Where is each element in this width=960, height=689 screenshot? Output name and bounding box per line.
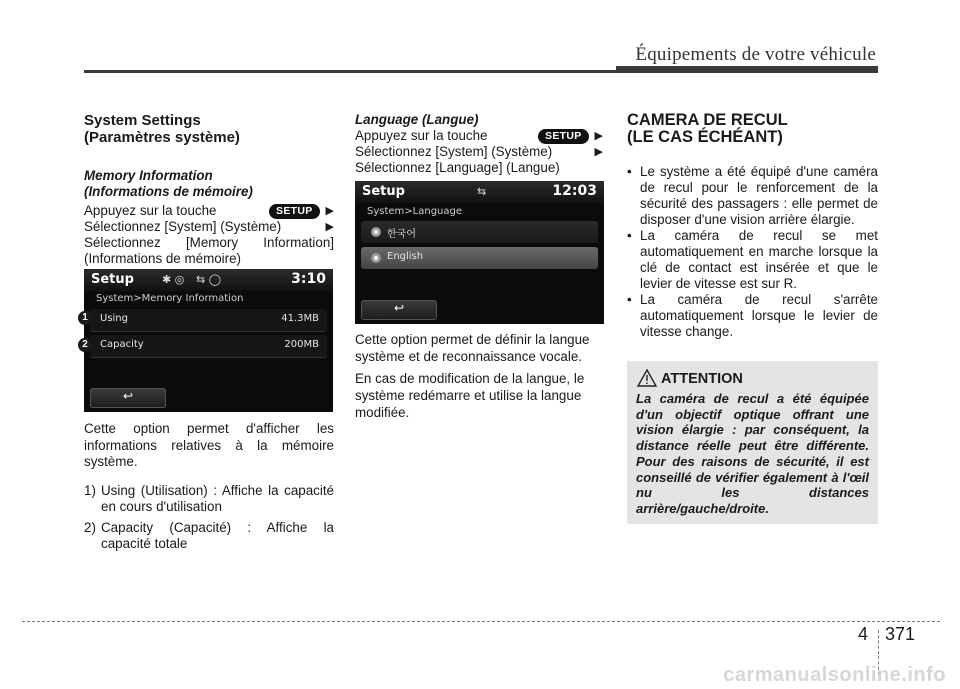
arrow-right-icon: ▶ [594,130,603,142]
step-select-language: Sélectionnez [Language] (Langue) [355,160,560,175]
running-header: Équipements de votre véhicule [635,44,876,65]
step-text: Appuyez sur la touche [84,203,217,218]
list-item: • La caméra de recul se met automatiquement en marche lorsque la clé de contact est insérée et que le levier de vitesse est sur R. [627,228,878,292]
subsection-heading-fr: (Informations de mémoire) [84,184,253,199]
paragraph: Cette option permet d'afficher les informations relatives à la mémoire système. [84,421,334,469]
arrow-right-icon: ▶ [325,221,334,233]
row-value: 200MB [284,339,319,350]
page-number: 371 [885,624,916,644]
bluetooth-icon: ✱ ◎ [162,273,185,286]
language-description [355,331,603,421]
setup-key-icon: SETUP [269,204,320,219]
screen-breadcrumb: System>Language [367,206,463,217]
row-label: Capacity [100,339,144,350]
list-number: 2) [84,519,96,535]
screen-titlebar [355,181,604,203]
list-item [84,520,334,553]
radio-icon [371,227,381,237]
usb-icon: ⇆ ◯ [196,273,222,286]
option-label: English [387,251,424,262]
footer-rule [22,621,940,622]
list-item [84,483,334,516]
screen-titlebar [84,269,333,291]
subsection-heading: Memory Information [84,168,213,183]
language-option-english [361,247,598,269]
radio-icon [371,253,381,263]
section-heading: CAMERA DE RECUL [627,111,788,129]
column-rear-camera [627,112,878,340]
back-button-icon: ↩ [361,300,437,320]
language-option-korean [361,221,598,243]
setup-key-icon: SETUP [538,129,589,144]
warning-text: La caméra de recul a été équipée d'un objectif optique offrant une vision élargie : par conséquent, la distance réelle peut être différente. Pour des raisons de sécurité, il est conseillé de vérifier également à l'œil nu les distances arrière/gauche/droite. [636,391,869,516]
list-text: Using (Utilisation) : Affiche la capacité en cours d'utilisation [101,482,334,514]
list-item: • La caméra de recul s'arrête automatiquement lorsque le levier de vitesse change. [627,292,878,340]
step-text: Sélectionnez [System] (Système) [355,144,553,159]
language-screenshot [355,181,604,324]
screen-clock: 3:10 [291,271,326,287]
watermark: carmanualsonline.info [723,664,946,686]
screen-clock: 12:03 [552,183,597,199]
step-select-system [84,219,334,235]
step-text: Sélectionnez [System] (Système) [84,219,282,234]
screen-title: Setup [91,272,134,287]
callout-marker: 2 [78,338,92,352]
step-select-system [355,144,603,160]
subsection-heading: Language (Langue) [355,112,479,127]
row-value: 41.3MB [281,313,319,324]
warning-box [627,361,878,524]
screen-title: Setup [362,184,405,199]
section-heading-sub: (LE CAS ÉCHÉANT) [627,128,783,146]
memory-info-screenshot [84,269,333,412]
paragraph: Cette option permet de définir la langue système et de reconnaissance vocale. [355,332,590,364]
step-press-setup [355,128,603,144]
row-using [90,309,327,332]
chapter-number: 4 [858,624,869,644]
option-label: 한국어 [387,229,416,240]
arrow-right-icon: ▶ [594,146,603,158]
back-button-icon: ↩ [90,388,166,408]
column-system-settings [84,112,334,267]
callout-marker: 1 [78,311,92,325]
section-heading: System Settings [84,112,201,129]
step-select-memory: Sélectionnez [Memory Information] [84,235,334,250]
row-label: Using [100,313,128,324]
paragraph: En cas de modification de la langue, le système redémarre et utilise la langue modifiée. [355,371,585,420]
column-language [355,112,603,176]
screen-breadcrumb: System>Memory Information [96,293,244,304]
list-text: Capacity (Capacité) : Affiche la capacité totale [101,519,334,551]
arrow-right-icon: ▶ [325,205,334,217]
list-item: • Le système a été équipé d'une caméra de recul pour le renforcement de la sécurité des passagers : elle permet de disposer d'une vision arrière élargie. [627,164,878,228]
step-select-memory-fr: (Informations de mémoire) [84,251,242,266]
step-press-setup [84,203,334,219]
header-rule [84,70,878,73]
section-heading-fr: (Paramètres système) [84,129,240,146]
step-text: Appuyez sur la touche [355,128,488,143]
warning-title: ATTENTION [661,371,743,387]
bullet-list [627,164,878,340]
row-capacity [90,335,327,358]
memory-info-description [84,421,334,553]
usb-icon: ⇆ [477,185,487,198]
warning-triangle-icon [637,369,657,387]
list-number: 1) [84,482,96,498]
